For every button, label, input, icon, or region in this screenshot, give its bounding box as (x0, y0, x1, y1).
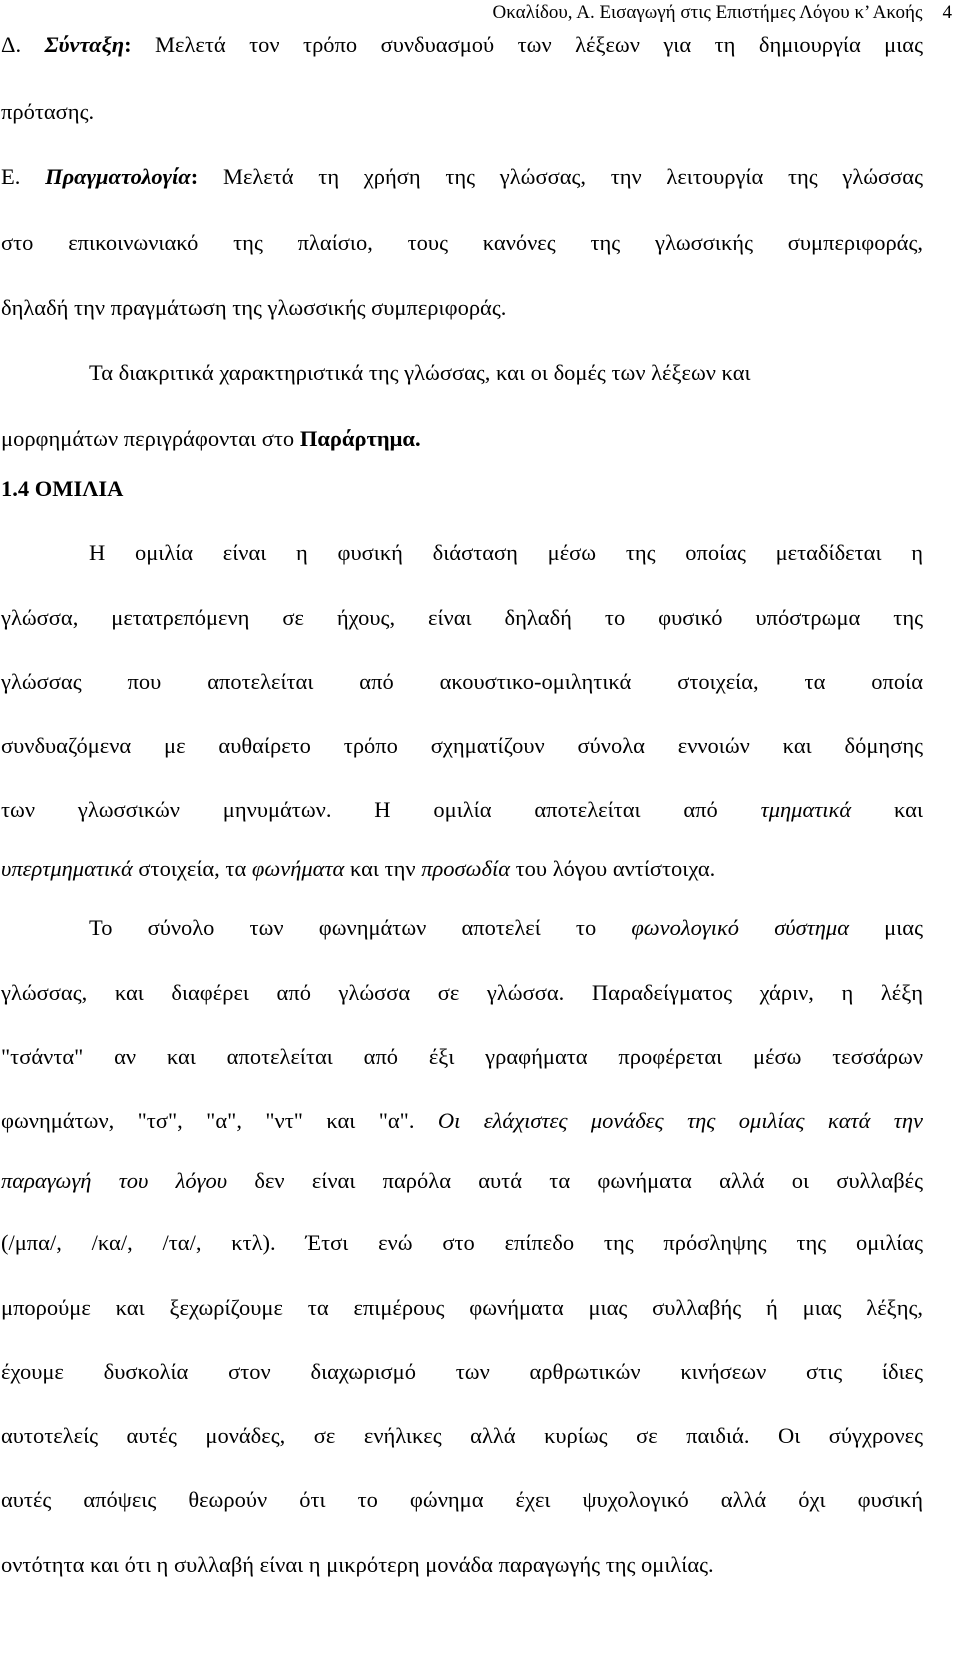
appendix-note-text: μορφημάτων περιγράφονται στο (1, 426, 300, 451)
appendix-link-text: Παράρτημα. (299, 426, 421, 451)
pragmatics-term: Πραγματολογία (45, 164, 191, 189)
p1-line-3: γλώσσας που αποτελείται από ακουστικο-ομιλητικά στοιχεία, τα οποία (1, 669, 923, 694)
pragmatics-line-2: στο επικοινωνιακό της πλαίσιο, τους κανόνες της γλωσσικής συμπεριφοράς, (1, 230, 923, 255)
pragmatics-colon: : (190, 164, 199, 189)
p1-line-5-text: των γλωσσικών μηνυμάτων. Η ομιλία αποτελείται από (1, 797, 761, 822)
syntax-colon: : (124, 32, 132, 57)
p2-line-1-text: Το σύνολο των φωνημάτων αποτελεί το (89, 915, 632, 940)
p2-line-5 (1, 1166, 923, 1196)
syntax-line-2: πρότασης. (1, 99, 95, 124)
p1-line-6-text-c: του λόγου αντίστοιχα. (510, 856, 716, 881)
p1-line-6-text-a: στοιχεία, τα (132, 856, 252, 881)
appendix-note-line-2 (1, 424, 923, 454)
p2-line-3: "τσάντα" αν και αποτελείται από έξι γραφήματα προφέρεται μέσω τεσσάρων (1, 1044, 923, 1069)
p2-line-10: αυτές απόψεις θεωρούν ότι το φώνημα έχει ψυχολογικό αλλά όχι φυσική (1, 1487, 923, 1512)
p2-line-4 (1, 1106, 923, 1136)
syntax-definition: Μελετά τον τρόπο συνδυασμού των λέξεων για τη δημιουργία μιας (131, 32, 923, 57)
term-phonemes: φωνήματα (251, 856, 345, 881)
page-number: 4 (942, 2, 952, 23)
p2-line-8: έχουμε δυσκολία στον διαχωρισμό των αρθρωτικών κινήσεων στις ίδιες (1, 1359, 923, 1384)
speech-production-phrase: παραγωγή του λόγου (1, 1168, 228, 1193)
p2-line-1 (89, 913, 923, 943)
minimal-units-phrase: Οι ελάχιστες μονάδες της ομιλίας κατά την (437, 1108, 923, 1133)
syntax-line-1 (1, 30, 923, 60)
term-segmental: τμηματικά (760, 797, 852, 822)
p2-line-6: (/μπα/, /κα/, /τα/, κτλ). Έτσι ενώ στο επίπεδο της πρόσληψης της ομιλίας (1, 1230, 923, 1255)
p2-line-11: οντότητα και ότι η συλλαβή είναι η μικρότερη μονάδα παραγωγής της ομιλίας. (1, 1552, 714, 1577)
syntax-marker: Δ. (1, 32, 22, 57)
p1-line-5-end: και (851, 797, 923, 822)
pragmatics-marker: Ε. (1, 164, 21, 189)
p1-line-4: συνδυαζόμενα με αυθαίρετο τρόπο σχηματίζουν σύνολα εννοιών και δόμησης (1, 733, 923, 758)
p2-line-1-end: μιας (849, 915, 923, 940)
pragmatics-definition: Μελετά τη χρήση της γλώσσας, την λειτουργία της γλώσσας (198, 164, 923, 189)
p2-line-2: γλώσσας, και διαφέρει από γλώσσα σε γλώσσα. Παραδείγματος χάριν, η λέξη (1, 980, 923, 1005)
running-title: Οκαλίδου, Α. Εισαγωγή στις Επιστήμες Λόγου κ’ Ακοής (492, 2, 923, 23)
p2-line-5-text: δεν είναι παρόλα αυτά τα φωνήματα αλλά οι συλλαβές (227, 1168, 923, 1193)
p1-line-6 (1, 854, 923, 884)
appendix-note-line-1: Τα διακριτικά χαρακτηριστικά της γλώσσας, και οι δομές των λέξεων και (89, 360, 751, 385)
p1-line-6-text-b: και την (344, 856, 422, 881)
term-prosody: προσωδία (421, 856, 511, 881)
pragmatics-line-1 (1, 162, 923, 192)
running-header (493, 2, 952, 24)
p2-line-7: μπορούμε και ξεχωρίζουμε τα επιμέρους φωνήματα μιας συλλαβής ή μιας λέξης, (1, 1295, 923, 1320)
syntax-term: Σύνταξη (44, 32, 125, 57)
p1-line-1: Η ομιλία είναι η φυσική διάσταση μέσω της οποίας μεταδίδεται η (89, 540, 923, 565)
p1-line-2: γλώσσα, μετατρεπόμενη σε ήχους, είναι δηλαδή το φυσικό υπόστρωμα της (1, 605, 923, 630)
term-phonological-system: φωνολογικό σύστημα (631, 915, 850, 940)
p2-line-4-text: φωνημάτων, "τσ", "α", "ντ" και "α". (1, 1108, 438, 1133)
section-heading: 1.4 ΟΜΙΛΙΑ (1, 476, 124, 501)
pragmatics-line-3: δηλαδή την πραγμάτωση της γλωσσικής συμπεριφοράς. (1, 295, 507, 320)
term-suprasegmental: υπερτμηματικά (1, 856, 133, 881)
p2-line-9: αυτοτελείς αυτές μονάδες, σε ενήλικες αλλά κυρίως σε παιδιά. Οι σύγχρονες (1, 1423, 923, 1448)
p1-line-5 (1, 795, 923, 825)
